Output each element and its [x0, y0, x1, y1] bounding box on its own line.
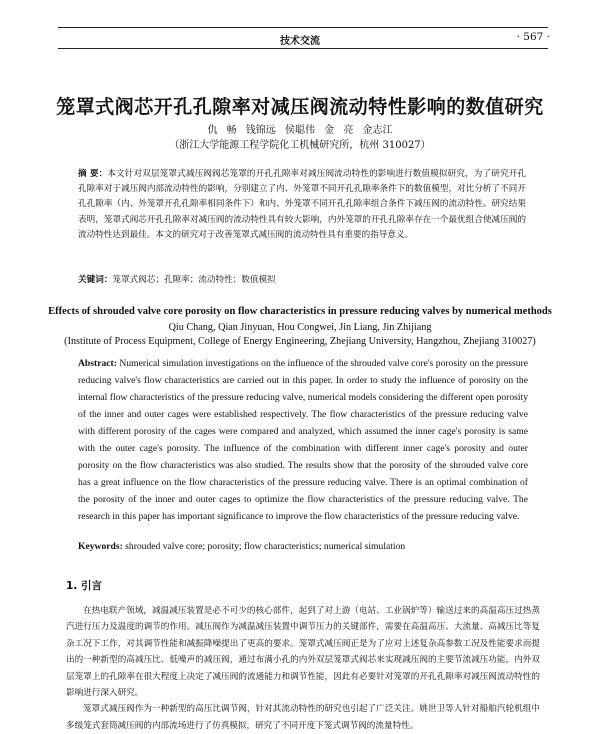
keywords-cn-label: 关键词： [78, 275, 113, 285]
keywords-en-label: Keywords: [78, 541, 123, 552]
section-body [66, 603, 540, 734]
abstract-cn-text: 本文针对双层笼罩式减压阀阀芯笼罩的开孔孔隙率对减压阀流动特性的影响进行数值模拟研究，为了研究开孔孔隙率对于减压阀内部流动特性的影响，分别建立了内、外笼罩不同开孔孔隙率条件下的数值模型，对比分析了不同开孔孔隙率（内、外笼罩开孔孔隙率相同条件下）和内、外笼罩不同开孔孔隙率组合条件下减压阀的流动特性。研究结果表明，笼罩式阀芯开孔孔隙率对减压阀的流动特性具有较大影响，内外笼罩的开孔孔隙率存在一个最优组合使减压阀的流动特性达到最佳。本文的研究对于改善笼罩式减压阀的流动特性具有重要的指导意义。 [78, 169, 526, 240]
header-top-rule [58, 27, 548, 28]
abstract-en-label: Abstract: [78, 358, 117, 369]
abstract-en-text: Numerical simulation investigations on the influence of the shrouded valve core's porosity on the pressure reducing valve's flow characteristics are carried out in this paper. In order to study the influence of porosity on the internal flow characteristics of the pressure reducing valve, numerical models considering the different open porosity of the inner and outer cages were established respectively. The flow characteristics of the pressure reducing valve with different porosity of the cages were compared and analyzed, which assumed the inner cage's porosity is same with the outer cage's porosity. The influence of the combination with different inner cage's porosity and outer porosity on the flow characteristics was also studied. The results show that the porosity of the shrouded valve core has a great influence on the flow characteristics of the pressure reducing valve. There is an optimal combination of the porosity of the inner and outer cages to optimize the flow characteristics of the pressure reducing valve. The research in this paper has important significance to improve the flow characteristics of the pressure reducing valve. [78, 358, 528, 523]
header-bottom-rule [58, 48, 548, 49]
paper-title-cn: 笼罩式阀芯开孔孔隙率对减压阀流动特性影响的数值研究 [56, 96, 544, 118]
running-header-section: 技术交流 [280, 36, 320, 47]
keywords-cn-text: 笼罩式阀芯；孔隙率；流动特性；数值模拟 [112, 275, 276, 285]
authors-cn: 仇 畅 钱锦远 侯聪伟 金 亮 金志江 [207, 125, 393, 136]
page-number: · 567 · [516, 31, 550, 43]
abstract-cn [78, 167, 526, 243]
section-heading: 1. 引言 [66, 580, 102, 592]
abstract-en [78, 355, 528, 525]
body-paragraph: 在热电联产领域，减温减压装置是必不可少的核心部件，起到了对上游（电站、工业锅炉等）输送过来的高温高压过热蒸汽进行压力及温度的调节的作用。减压阀作为减温减压装置中调节压力的关键部件，需要在高温高压、大流量、高减压比等复杂工况下工作，对其调节性能和减振降噪提出了更高的要求。笼罩式减压阀正是为了应对上述复杂高参数工况及性能要求而提出的一种新型的高减压比、低噪声的减压阀，通过布满小孔的内外双层笼罩式阀芯来实现减压阀的主要节流减压功能，内外双层笼罩上的孔隙率在很大程度上决定了减压阀的流通能力和调节性能，因此有必要针对笼罩的开孔孔隙率对减压阀流动特性的影响进行深入研究。 [66, 606, 540, 699]
keywords-en-text: shrouded valve core; porosity; flow characteristics; numerical simulation [122, 541, 406, 552]
abstract-cn-label: 摘 要： [78, 169, 108, 179]
keywords-en [78, 541, 528, 552]
body-paragraph: 笼罩式减压阀作为一种新型的高压比调节阀，针对其流动特性的研究也引起了广泛关注。姚世卫等人针对船舶汽轮机组中多级笼式套筒减压阀的内部流场进行了仿真模拟，研究了不同开度下笼式调节阀的流量特性。 [66, 704, 540, 731]
affiliation-cn: （浙江大学能源工程学院化工机械研究所，杭州 310027） [169, 140, 431, 151]
affiliation-en: (Institute of Process Equipment, College of Energy Engineering, Zhejiang University, Hangzhou, Zhejiang 310027) [64, 336, 536, 347]
paper-title-en: Effects of shrouded valve core porosity on flow characteristics in pressure reducing valves by numerical methods [48, 306, 552, 317]
authors-en: Qiu Chang, Qian Jinyuan, Hou Congwei, Jin Liang, Jin Zhijiang [168, 322, 432, 333]
keywords-cn [78, 273, 526, 285]
